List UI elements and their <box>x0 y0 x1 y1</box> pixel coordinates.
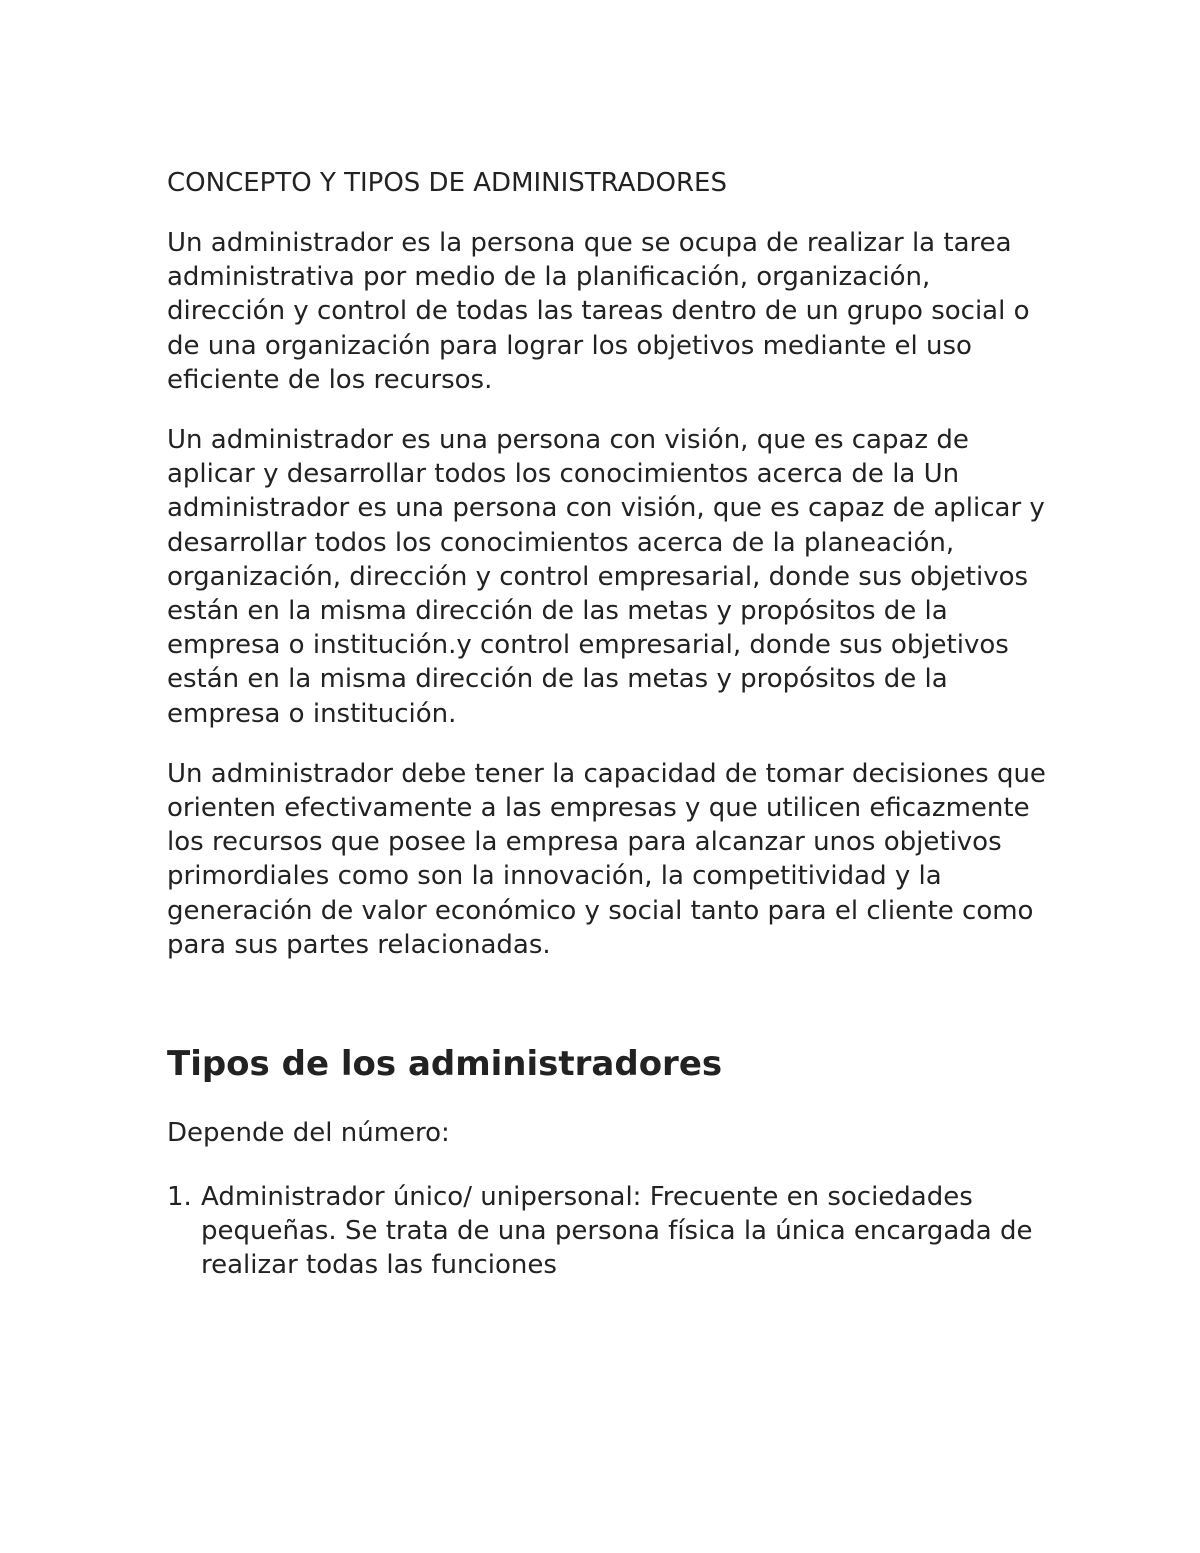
list-item-text: Administrador único/ unipersonal: Frecuente en sociedades pequeñas. Se trata de una persona física la única encargada de realizar todas las funciones <box>201 1182 1033 1281</box>
subheading: Depende del número: <box>167 1118 450 1149</box>
list-item <box>167 1180 1047 1283</box>
paragraph-vision: Un administrador es una persona con visión, que es capaz de aplicar y desarrollar todos los conocimientos acerca de la Un administrador es una persona con visión, que es capaz de aplicar y desarrollar todos los conocimientos acerca de la planeación, organización, dirección y control empresarial, donde sus objetivos están en la misma dirección de las metas y propósitos de la empresa o institución.y control empresarial, donde sus objetivos están en la misma dirección de las metas y propósitos de la empresa o institución. <box>167 425 1045 729</box>
document-title: CONCEPTO Y TIPOS DE ADMINISTRADORES <box>167 168 727 198</box>
list-item-number: 1. <box>167 1182 192 1213</box>
paragraph-capacity: Un administrador debe tener la capacidad de tomar decisiones que orienten efectivamente a las empresas y que utilicen eficazmente los recursos que posee la empresa para alcanzar unos objetivos primordiales como son la innovación, la competitividad y la generación de valor económico y social tanto para el cliente como para sus partes relacionadas. <box>167 758 1046 960</box>
section-heading: Tipos de los administradores <box>167 1044 723 1085</box>
paragraph-definition: Un administrador es la persona que se ocupa de realizar la tarea administrativa por medio de la planificación, organización, dirección y control de todas las tareas dentro de un grupo social o de una organización para lograr los objetivos mediante el uso eficiente de los recursos. <box>167 228 1030 395</box>
document-content <box>167 166 1047 1283</box>
types-list <box>167 1180 1047 1283</box>
